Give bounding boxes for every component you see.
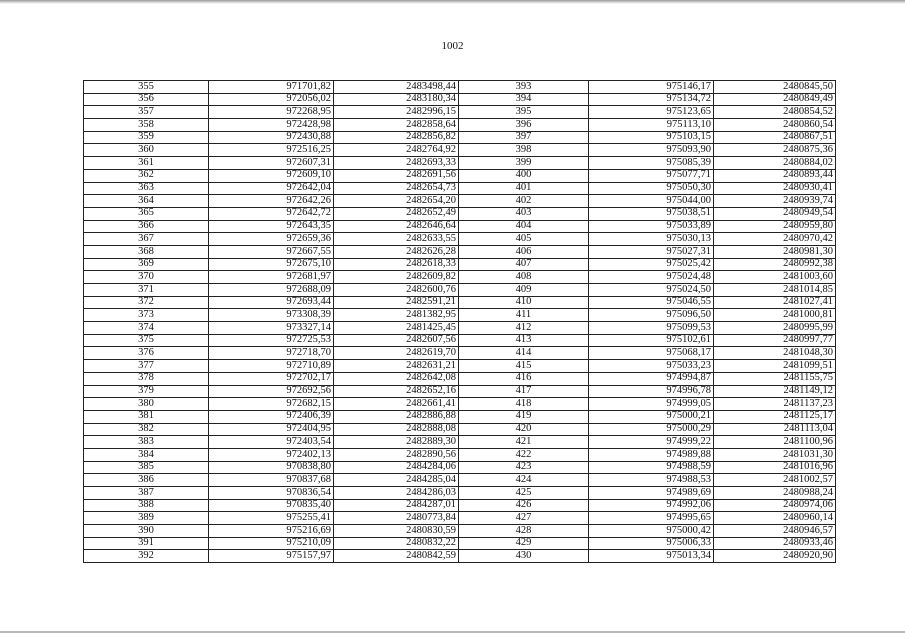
y-coordinate-cell: 2482600,76: [334, 284, 459, 297]
point-number-cell: 426: [459, 499, 589, 512]
point-number-cell: 355: [84, 81, 209, 94]
x-coordinate-cell: 975024,50: [589, 284, 714, 297]
point-number-cell: 424: [459, 474, 589, 487]
point-number-cell: 365: [84, 207, 209, 220]
x-coordinate-cell: 974992,06: [589, 499, 714, 512]
x-coordinate-cell: 975068,17: [589, 347, 714, 360]
point-number-cell: 361: [84, 157, 209, 170]
x-coordinate-cell: 972688,09: [209, 284, 334, 297]
point-number-cell: 393: [459, 81, 589, 94]
table-row: [84, 296, 836, 309]
y-coordinate-cell: 2484287,01: [334, 499, 459, 512]
x-coordinate-cell: 975123,65: [589, 106, 714, 119]
x-coordinate-cell: 972725,53: [209, 334, 334, 347]
x-coordinate-cell: 975038,51: [589, 207, 714, 220]
x-coordinate-cell: 972406,39: [209, 410, 334, 423]
scan-edge-top: [0, 0, 905, 4]
y-coordinate-cell: 2482661,41: [334, 398, 459, 411]
x-coordinate-cell: 975085,39: [589, 157, 714, 170]
x-coordinate-cell: 975000,29: [589, 423, 714, 436]
point-number-cell: 383: [84, 436, 209, 449]
table-row: [84, 334, 836, 347]
point-number-cell: 390: [84, 525, 209, 538]
point-number-cell: 410: [459, 296, 589, 309]
y-coordinate-cell: 2480860,54: [714, 119, 836, 132]
x-coordinate-cell: 975077,71: [589, 169, 714, 182]
y-coordinate-cell: 2482626,28: [334, 245, 459, 258]
page-number: 1002: [441, 40, 464, 52]
y-coordinate-cell: 2480849,49: [714, 93, 836, 106]
x-coordinate-cell: 972710,89: [209, 360, 334, 373]
table-row: [84, 537, 836, 550]
table-row: [84, 360, 836, 373]
y-coordinate-cell: 2482646,64: [334, 220, 459, 233]
point-number-cell: 380: [84, 398, 209, 411]
point-number-cell: 416: [459, 372, 589, 385]
y-coordinate-cell: 2482618,33: [334, 258, 459, 271]
point-number-cell: 429: [459, 537, 589, 550]
y-coordinate-cell: 2482633,55: [334, 233, 459, 246]
point-number-cell: 367: [84, 233, 209, 246]
point-number-cell: 401: [459, 182, 589, 195]
x-coordinate-cell: 975006,33: [589, 537, 714, 550]
point-number-cell: 375: [84, 334, 209, 347]
point-number-cell: 377: [84, 360, 209, 373]
x-coordinate-cell: 975013,34: [589, 550, 714, 563]
point-number-cell: 425: [459, 487, 589, 500]
point-number-cell: 409: [459, 284, 589, 297]
table-row: [84, 347, 836, 360]
point-number-cell: 399: [459, 157, 589, 170]
point-number-cell: 391: [84, 537, 209, 550]
x-coordinate-cell: 975157,97: [209, 550, 334, 563]
point-number-cell: 402: [459, 195, 589, 208]
y-coordinate-cell: 2482619,70: [334, 347, 459, 360]
y-coordinate-cell: 2480832,22: [334, 537, 459, 550]
y-coordinate-cell: 2480845,50: [714, 81, 836, 94]
x-coordinate-cell: 975216,69: [209, 525, 334, 538]
x-coordinate-cell: 975000,21: [589, 410, 714, 423]
y-coordinate-cell: 2481382,95: [334, 309, 459, 322]
y-coordinate-cell: 2482607,56: [334, 334, 459, 347]
y-coordinate-cell: 2481002,57: [714, 474, 836, 487]
table-row: [84, 448, 836, 461]
x-coordinate-cell: 972428,98: [209, 119, 334, 132]
table-row: [84, 525, 836, 538]
point-number-cell: 404: [459, 220, 589, 233]
point-number-cell: 381: [84, 410, 209, 423]
y-coordinate-cell: 2480992,38: [714, 258, 836, 271]
x-coordinate-cell: 975030,13: [589, 233, 714, 246]
point-number-cell: 395: [459, 106, 589, 119]
point-number-cell: 400: [459, 169, 589, 182]
y-coordinate-cell: 2481014,85: [714, 284, 836, 297]
table-row: [84, 385, 836, 398]
scan-edge-bottom: [0, 631, 905, 633]
x-coordinate-cell: 974989,69: [589, 487, 714, 500]
y-coordinate-cell: 2481099,51: [714, 360, 836, 373]
x-coordinate-cell: 975046,55: [589, 296, 714, 309]
table-row: [84, 436, 836, 449]
y-coordinate-cell: 2482858,64: [334, 119, 459, 132]
y-coordinate-cell: 2484284,06: [334, 461, 459, 474]
y-coordinate-cell: 2482764,92: [334, 144, 459, 157]
x-coordinate-cell: 975255,41: [209, 512, 334, 525]
x-coordinate-cell: 975033,89: [589, 220, 714, 233]
table-row: [84, 410, 836, 423]
table-row: [84, 245, 836, 258]
x-coordinate-cell: 975025,42: [589, 258, 714, 271]
x-coordinate-cell: 970838,80: [209, 461, 334, 474]
point-number-cell: 378: [84, 372, 209, 385]
x-coordinate-cell: 972609,10: [209, 169, 334, 182]
x-coordinate-cell: 974994,87: [589, 372, 714, 385]
y-coordinate-cell: 2480867,51: [714, 131, 836, 144]
table-row: [84, 233, 836, 246]
x-coordinate-cell: 975024,48: [589, 271, 714, 284]
point-number-cell: 374: [84, 322, 209, 335]
x-coordinate-cell: 974995,65: [589, 512, 714, 525]
table-row: [84, 512, 836, 525]
coordinates-table-body: [84, 81, 836, 563]
x-coordinate-cell: 974999,22: [589, 436, 714, 449]
point-number-cell: 356: [84, 93, 209, 106]
x-coordinate-cell: 974988,53: [589, 474, 714, 487]
point-number-cell: 364: [84, 195, 209, 208]
point-number-cell: 407: [459, 258, 589, 271]
point-number-cell: 362: [84, 169, 209, 182]
y-coordinate-cell: 2482642,08: [334, 372, 459, 385]
x-coordinate-cell: 972682,15: [209, 398, 334, 411]
x-coordinate-cell: 972659,36: [209, 233, 334, 246]
y-coordinate-cell: 2481155,75: [714, 372, 836, 385]
y-coordinate-cell: 2481100,96: [714, 436, 836, 449]
x-coordinate-cell: 975113,10: [589, 119, 714, 132]
x-coordinate-cell: 972702,17: [209, 372, 334, 385]
x-coordinate-cell: 973308,39: [209, 309, 334, 322]
y-coordinate-cell: 2480981,30: [714, 245, 836, 258]
point-number-cell: 406: [459, 245, 589, 258]
y-coordinate-cell: 2480939,74: [714, 195, 836, 208]
x-coordinate-cell: 972667,55: [209, 245, 334, 258]
x-coordinate-cell: 972643,35: [209, 220, 334, 233]
point-number-cell: 422: [459, 448, 589, 461]
x-coordinate-cell: 972430,88: [209, 131, 334, 144]
y-coordinate-cell: 2482652,16: [334, 385, 459, 398]
point-number-cell: 388: [84, 499, 209, 512]
table-row: [84, 258, 836, 271]
point-number-cell: 397: [459, 131, 589, 144]
point-number-cell: 411: [459, 309, 589, 322]
point-number-cell: 394: [459, 93, 589, 106]
x-coordinate-cell: 972692,56: [209, 385, 334, 398]
y-coordinate-cell: 2482591,21: [334, 296, 459, 309]
x-coordinate-cell: 975044,00: [589, 195, 714, 208]
table-row: [84, 322, 836, 335]
point-number-cell: 370: [84, 271, 209, 284]
y-coordinate-cell: 2481031,30: [714, 448, 836, 461]
y-coordinate-cell: 2482890,56: [334, 448, 459, 461]
table-row: [84, 423, 836, 436]
point-number-cell: 417: [459, 385, 589, 398]
y-coordinate-cell: 2480933,46: [714, 537, 836, 550]
x-coordinate-cell: 970836,54: [209, 487, 334, 500]
y-coordinate-cell: 2481125,17: [714, 410, 836, 423]
coordinates-table: [83, 80, 836, 563]
point-number-cell: 415: [459, 360, 589, 373]
point-number-cell: 412: [459, 322, 589, 335]
x-coordinate-cell: 972402,13: [209, 448, 334, 461]
table-row: [84, 195, 836, 208]
table-row: [84, 284, 836, 297]
x-coordinate-cell: 972642,72: [209, 207, 334, 220]
point-number-cell: 372: [84, 296, 209, 309]
point-number-cell: 403: [459, 207, 589, 220]
y-coordinate-cell: 2482888,08: [334, 423, 459, 436]
x-coordinate-cell: 974999,05: [589, 398, 714, 411]
point-number-cell: 386: [84, 474, 209, 487]
table-row: [84, 182, 836, 195]
point-number-cell: 371: [84, 284, 209, 297]
point-number-cell: 421: [459, 436, 589, 449]
point-number-cell: 387: [84, 487, 209, 500]
y-coordinate-cell: 2481016,96: [714, 461, 836, 474]
x-coordinate-cell: 974996,78: [589, 385, 714, 398]
x-coordinate-cell: 975027,31: [589, 245, 714, 258]
point-number-cell: 419: [459, 410, 589, 423]
point-number-cell: 413: [459, 334, 589, 347]
y-coordinate-cell: 2480930,41: [714, 182, 836, 195]
x-coordinate-cell: 975000,42: [589, 525, 714, 538]
y-coordinate-cell: 2482996,15: [334, 106, 459, 119]
point-number-cell: 389: [84, 512, 209, 525]
x-coordinate-cell: 974989,88: [589, 448, 714, 461]
point-number-cell: 358: [84, 119, 209, 132]
y-coordinate-cell: 2482654,73: [334, 182, 459, 195]
x-coordinate-cell: 971701,82: [209, 81, 334, 94]
y-coordinate-cell: 2481048,30: [714, 347, 836, 360]
point-number-cell: 376: [84, 347, 209, 360]
y-coordinate-cell: 2480970,42: [714, 233, 836, 246]
point-number-cell: 398: [459, 144, 589, 157]
x-coordinate-cell: 974988,59: [589, 461, 714, 474]
y-coordinate-cell: 2482654,20: [334, 195, 459, 208]
y-coordinate-cell: 2482652,49: [334, 207, 459, 220]
x-coordinate-cell: 972404,95: [209, 423, 334, 436]
point-number-cell: 360: [84, 144, 209, 157]
y-coordinate-cell: 2480997,77: [714, 334, 836, 347]
point-number-cell: 405: [459, 233, 589, 246]
y-coordinate-cell: 2484286,03: [334, 487, 459, 500]
point-number-cell: 430: [459, 550, 589, 563]
point-number-cell: 363: [84, 182, 209, 195]
point-number-cell: 420: [459, 423, 589, 436]
x-coordinate-cell: 972607,31: [209, 157, 334, 170]
table-row: [84, 119, 836, 132]
y-coordinate-cell: 2480949,54: [714, 207, 836, 220]
y-coordinate-cell: 2480920,90: [714, 550, 836, 563]
table-row: [84, 461, 836, 474]
y-coordinate-cell: 2481000,81: [714, 309, 836, 322]
y-coordinate-cell: 2480893,44: [714, 169, 836, 182]
table-row: [84, 81, 836, 94]
x-coordinate-cell: 972681,97: [209, 271, 334, 284]
y-coordinate-cell: 2480884,02: [714, 157, 836, 170]
y-coordinate-cell: 2483498,44: [334, 81, 459, 94]
point-number-cell: 384: [84, 448, 209, 461]
x-coordinate-cell: 970835,40: [209, 499, 334, 512]
y-coordinate-cell: 2480773,84: [334, 512, 459, 525]
x-coordinate-cell: 975134,72: [589, 93, 714, 106]
x-coordinate-cell: 972642,26: [209, 195, 334, 208]
x-coordinate-cell: 972718,70: [209, 347, 334, 360]
y-coordinate-cell: 2480842,59: [334, 550, 459, 563]
x-coordinate-cell: 975103,15: [589, 131, 714, 144]
table-row: [84, 550, 836, 563]
point-number-cell: 368: [84, 245, 209, 258]
table-row: [84, 106, 836, 119]
table-row: [84, 499, 836, 512]
point-number-cell: 427: [459, 512, 589, 525]
point-number-cell: 366: [84, 220, 209, 233]
x-coordinate-cell: 975146,17: [589, 81, 714, 94]
y-coordinate-cell: 2480959,80: [714, 220, 836, 233]
point-number-cell: 385: [84, 461, 209, 474]
y-coordinate-cell: 2481003,60: [714, 271, 836, 284]
y-coordinate-cell: 2480946,57: [714, 525, 836, 538]
x-coordinate-cell: 972693,44: [209, 296, 334, 309]
table-row: [84, 131, 836, 144]
x-coordinate-cell: 975210,09: [209, 537, 334, 550]
table-row: [84, 169, 836, 182]
x-coordinate-cell: 975102,61: [589, 334, 714, 347]
y-coordinate-cell: 2482631,21: [334, 360, 459, 373]
x-coordinate-cell: 970837,68: [209, 474, 334, 487]
x-coordinate-cell: 972268,95: [209, 106, 334, 119]
table-row: [84, 398, 836, 411]
y-coordinate-cell: 2482886,88: [334, 410, 459, 423]
table-row: [84, 93, 836, 106]
table-row: [84, 157, 836, 170]
x-coordinate-cell: 975093,90: [589, 144, 714, 157]
table-row: [84, 372, 836, 385]
y-coordinate-cell: 2481027,41: [714, 296, 836, 309]
point-number-cell: 423: [459, 461, 589, 474]
y-coordinate-cell: 2482609,82: [334, 271, 459, 284]
y-coordinate-cell: 2481425,45: [334, 322, 459, 335]
y-coordinate-cell: 2480830,59: [334, 525, 459, 538]
table-row: [84, 474, 836, 487]
table-row: [84, 309, 836, 322]
x-coordinate-cell: 972642,04: [209, 182, 334, 195]
x-coordinate-cell: 972403,54: [209, 436, 334, 449]
y-coordinate-cell: 2484285,04: [334, 474, 459, 487]
point-number-cell: 359: [84, 131, 209, 144]
y-coordinate-cell: 2482856,82: [334, 131, 459, 144]
y-coordinate-cell: 2481113,04: [714, 423, 836, 436]
x-coordinate-cell: 975033,23: [589, 360, 714, 373]
y-coordinate-cell: 2482889,30: [334, 436, 459, 449]
point-number-cell: 408: [459, 271, 589, 284]
x-coordinate-cell: 973327,14: [209, 322, 334, 335]
y-coordinate-cell: 2481149,12: [714, 385, 836, 398]
x-coordinate-cell: 975050,30: [589, 182, 714, 195]
point-number-cell: 392: [84, 550, 209, 563]
table-row: [84, 487, 836, 500]
y-coordinate-cell: 2480974,06: [714, 499, 836, 512]
table-row: [84, 271, 836, 284]
point-number-cell: 373: [84, 309, 209, 322]
point-number-cell: 357: [84, 106, 209, 119]
point-number-cell: 414: [459, 347, 589, 360]
y-coordinate-cell: 2480875,36: [714, 144, 836, 157]
x-coordinate-cell: 972516,25: [209, 144, 334, 157]
point-number-cell: 418: [459, 398, 589, 411]
table-row: [84, 220, 836, 233]
y-coordinate-cell: 2480960,14: [714, 512, 836, 525]
table-row: [84, 207, 836, 220]
point-number-cell: 396: [459, 119, 589, 132]
y-coordinate-cell: 2480995,99: [714, 322, 836, 335]
point-number-cell: 428: [459, 525, 589, 538]
y-coordinate-cell: 2480988,24: [714, 487, 836, 500]
x-coordinate-cell: 975099,53: [589, 322, 714, 335]
table-row: [84, 144, 836, 157]
point-number-cell: 382: [84, 423, 209, 436]
x-coordinate-cell: 975096,50: [589, 309, 714, 322]
point-number-cell: 379: [84, 385, 209, 398]
y-coordinate-cell: 2482691,56: [334, 169, 459, 182]
y-coordinate-cell: 2483180,34: [334, 93, 459, 106]
x-coordinate-cell: 972056,02: [209, 93, 334, 106]
x-coordinate-cell: 972675,10: [209, 258, 334, 271]
point-number-cell: 369: [84, 258, 209, 271]
y-coordinate-cell: 2481137,23: [714, 398, 836, 411]
y-coordinate-cell: 2482693,33: [334, 157, 459, 170]
y-coordinate-cell: 2480854,52: [714, 106, 836, 119]
